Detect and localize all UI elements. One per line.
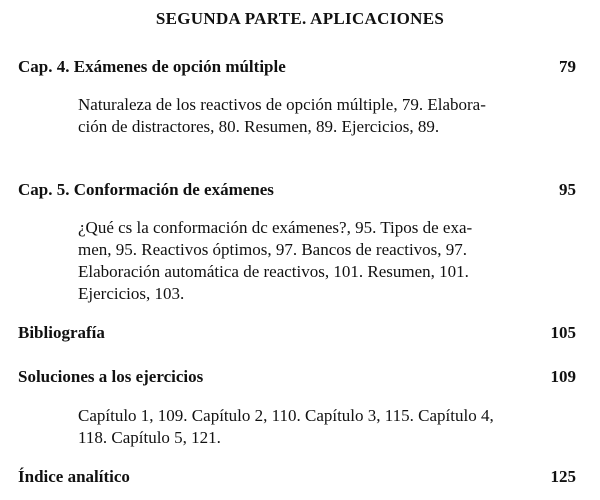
toc-entry-bibliografia (18, 323, 576, 343)
description-line: Capítulo 1, 109. Capítulo 2, 110. Capítulo 3, 115. Capítulo 4, (78, 406, 494, 425)
entry-page-number: 79 (559, 57, 576, 76)
entry-title: Soluciones a los ejercicios (18, 367, 204, 386)
toc-description-cap5 (78, 217, 518, 305)
entry-title: Cap. 5. Conformación de exámenes (18, 180, 274, 199)
entry-title: Bibliografía (18, 323, 105, 342)
description-line: Naturaleza de los reactivos de opción múltiple, 79. Elabora- (78, 95, 486, 114)
toc-entry-indice (18, 467, 576, 487)
part-title: SEGUNDA PARTE. APLICACIONES (155, 9, 445, 28)
description-line: Ejercicios, 103. (78, 284, 185, 303)
toc-description-cap4 (78, 94, 516, 138)
description-line: men, 95. Reactivos óptimos, 97. Bancos de reactivos, 97. (78, 240, 468, 259)
entry-page-number: 109 (550, 367, 576, 386)
description-line: Elaboración automática de reactivos, 101. Resumen, 101. (78, 262, 469, 281)
toc-entry-cap4 (18, 57, 576, 77)
toc-entry-cap5 (18, 180, 576, 200)
entry-title: Cap. 4. Exámenes de opción múltiple (18, 57, 286, 76)
description-line: ¿Qué cs la conformación dc exámenes?, 95. Tipos de exa- (78, 218, 473, 237)
toc-entry-soluciones (18, 367, 576, 387)
entry-title: Índice analítico (18, 467, 130, 486)
entry-page-number: 125 (550, 467, 576, 486)
description-line: ción de distractores, 80. Resumen, 89. Ejercicios, 89. (78, 117, 440, 136)
toc-description-soluciones (78, 405, 528, 449)
description-line: 118. Capítulo 5, 121. (78, 428, 221, 447)
entry-page-number: 105 (550, 323, 576, 342)
entry-page-number: 95 (559, 180, 576, 199)
